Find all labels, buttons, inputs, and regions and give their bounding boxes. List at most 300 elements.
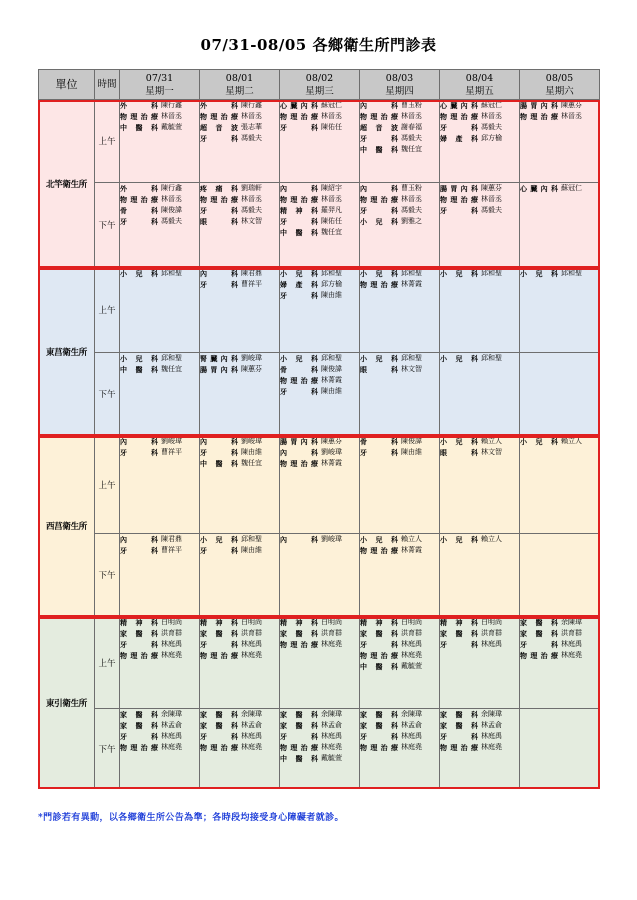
schedule-cell bbox=[440, 353, 520, 436]
clinic-entry bbox=[360, 661, 439, 672]
doctor-name: 曹玉粉 bbox=[401, 101, 422, 109]
department: 中醫科 bbox=[280, 228, 318, 238]
doctor-name: 劉峻瑋 bbox=[241, 437, 262, 445]
schedule-cell bbox=[520, 100, 600, 183]
clinic-entry bbox=[200, 353, 279, 364]
department: 外科 bbox=[120, 184, 158, 193]
department: 骨科 bbox=[360, 437, 398, 446]
department: 物理治療 bbox=[200, 651, 238, 661]
schedule-cell bbox=[440, 709, 520, 789]
doctor-name: 林菁霞 bbox=[401, 546, 422, 555]
department: 眼科 bbox=[440, 448, 478, 458]
clinic-entry bbox=[440, 194, 519, 205]
schedule-row bbox=[39, 709, 600, 789]
department: 疼痛科 bbox=[200, 184, 238, 193]
doctor-name: 林孟俞 bbox=[481, 721, 502, 730]
schedule-cell bbox=[200, 183, 280, 268]
doctor-name: 馮毅夫 bbox=[241, 206, 262, 215]
clinic-entry bbox=[200, 279, 279, 290]
doctor-name: 林菁霞 bbox=[401, 280, 422, 289]
clinic-entry bbox=[120, 709, 199, 720]
day-header bbox=[280, 70, 360, 100]
clinic-entry bbox=[280, 290, 359, 301]
clinic-entry bbox=[120, 534, 199, 545]
day-header bbox=[440, 70, 520, 100]
clinic-entry bbox=[280, 375, 359, 386]
clinic-entry bbox=[280, 386, 359, 397]
department: 中醫科 bbox=[360, 145, 398, 155]
clinic-entry bbox=[360, 205, 439, 216]
schedule-cell bbox=[520, 353, 600, 436]
doctor-name: 戴毓萱 bbox=[401, 662, 422, 671]
department: 外科 bbox=[120, 101, 158, 110]
department: 心臟內科 bbox=[440, 101, 478, 110]
clinic-entry bbox=[440, 639, 519, 650]
clinic-entry bbox=[280, 534, 359, 545]
clinic-entry bbox=[360, 100, 439, 111]
department: 牙科 bbox=[200, 640, 238, 650]
department: 家醫科 bbox=[120, 629, 158, 639]
session-time: 下午 bbox=[95, 709, 120, 789]
schedule-row bbox=[39, 436, 600, 534]
doctor-name: 林庭堯 bbox=[161, 651, 182, 660]
doctor-name: 劉峻瑋 bbox=[321, 535, 342, 543]
clinic-entry bbox=[360, 183, 439, 194]
doctor-name: 邱和聖 bbox=[401, 269, 422, 277]
department: 小兒科 bbox=[360, 535, 398, 544]
doctor-name: 馮毅夫 bbox=[481, 123, 502, 132]
clinic-entry bbox=[280, 227, 359, 238]
clinic-entry bbox=[280, 617, 359, 628]
doctor-name: 邱和聖 bbox=[161, 269, 182, 277]
schedule-row bbox=[39, 100, 600, 183]
schedule-cell bbox=[120, 353, 200, 436]
clinic-entry bbox=[520, 628, 599, 639]
department: 精神科 bbox=[280, 618, 318, 627]
doctor-name: 林孟俞 bbox=[401, 721, 422, 730]
clinic-entry bbox=[440, 447, 519, 458]
unit-header: 單位 bbox=[39, 70, 95, 100]
doctor-name: 蘇冠仁 bbox=[561, 184, 582, 192]
clinic-entry bbox=[360, 353, 439, 364]
doctor-name: 羅羿凡 bbox=[321, 206, 342, 215]
clinic-entry bbox=[360, 709, 439, 720]
clinic-entry bbox=[200, 268, 279, 279]
doctor-name: 魏任宜 bbox=[401, 145, 422, 154]
clinic-entry bbox=[120, 216, 199, 227]
doctor-name: 余陳瑋 bbox=[161, 710, 182, 718]
doctor-name: 林庭堯 bbox=[401, 743, 422, 752]
schedule-cell bbox=[520, 534, 600, 617]
department: 物理治療 bbox=[120, 112, 158, 122]
department: 內科 bbox=[120, 535, 158, 544]
doctor-name: 蘇冠仁 bbox=[481, 101, 502, 109]
session-time: 上午 bbox=[95, 100, 120, 183]
department: 牙科 bbox=[360, 206, 398, 216]
doctor-name: 劉雅之 bbox=[401, 217, 422, 226]
doctor-name: 邱和聖 bbox=[401, 354, 422, 362]
department: 物理治療 bbox=[280, 195, 318, 205]
doctor-name: 邱方榆 bbox=[481, 134, 502, 143]
doctor-name: 林晉丞 bbox=[401, 112, 422, 121]
department: 內科 bbox=[360, 101, 398, 110]
schedule-cell bbox=[520, 183, 600, 268]
schedule-cell bbox=[120, 100, 200, 183]
doctor-name: 林庭禹 bbox=[481, 732, 502, 741]
department: 物理治療 bbox=[280, 112, 318, 122]
department: 牙科 bbox=[360, 448, 398, 458]
clinic-entry bbox=[440, 617, 519, 628]
department: 精神科 bbox=[200, 618, 238, 627]
clinic-entry bbox=[520, 111, 599, 122]
clinic-entry bbox=[440, 720, 519, 731]
department: 牙科 bbox=[520, 640, 558, 650]
doctor-name: 林晉丞 bbox=[161, 195, 182, 204]
department: 牙科 bbox=[280, 217, 318, 227]
department: 牙科 bbox=[280, 387, 318, 397]
clinic-entry bbox=[200, 436, 279, 447]
doctor-name: 林庭禹 bbox=[241, 640, 262, 649]
department: 牙科 bbox=[440, 206, 478, 216]
schedule-cell bbox=[200, 436, 280, 534]
clinic-entry bbox=[120, 100, 199, 111]
clinic-entry bbox=[200, 205, 279, 216]
department: 中醫科 bbox=[280, 754, 318, 764]
department: 牙科 bbox=[360, 732, 398, 742]
schedule-cell bbox=[280, 268, 360, 353]
unit-name: 東引衛生所 bbox=[39, 617, 95, 789]
doctor-name: 洪育群 bbox=[561, 629, 582, 638]
department: 家醫科 bbox=[200, 721, 238, 731]
header-row bbox=[39, 70, 600, 100]
doctor-name: 陳俊諱 bbox=[321, 365, 342, 374]
doctor-name: 林庭禹 bbox=[241, 732, 262, 741]
department: 腎臟內科 bbox=[200, 354, 238, 363]
doctor-name: 林晉丞 bbox=[161, 112, 182, 121]
department: 牙科 bbox=[200, 546, 238, 556]
day-date: 07/31 bbox=[145, 72, 174, 84]
doctor-name: 林庭堯 bbox=[321, 743, 342, 752]
schedule-cell bbox=[200, 534, 280, 617]
doctor-name: 魏任宜 bbox=[321, 228, 342, 237]
department: 小兒科 bbox=[440, 269, 478, 278]
schedule-cell bbox=[200, 709, 280, 789]
session-time: 上午 bbox=[95, 436, 120, 534]
doctor-name: 林晉丞 bbox=[241, 112, 262, 121]
doctor-name: 陳由維 bbox=[241, 448, 262, 457]
clinic-entry bbox=[200, 720, 279, 731]
doctor-name: 陳由維 bbox=[241, 546, 262, 555]
clinic-entry bbox=[280, 447, 359, 458]
department: 小兒科 bbox=[200, 535, 238, 544]
clinic-entry bbox=[360, 194, 439, 205]
department: 牙科 bbox=[360, 134, 398, 144]
doctor-name: 余陳瑋 bbox=[241, 710, 262, 718]
clinic-entry bbox=[360, 122, 439, 133]
department: 物理治療 bbox=[200, 743, 238, 753]
department: 精神科 bbox=[440, 618, 478, 627]
department: 家醫科 bbox=[360, 721, 398, 731]
doctor-name: 林庭堯 bbox=[161, 743, 182, 752]
doctor-name: 林孟俞 bbox=[161, 721, 182, 730]
department: 家醫科 bbox=[280, 629, 318, 639]
department: 小兒科 bbox=[280, 269, 318, 278]
clinic-entry bbox=[440, 353, 519, 364]
clinic-schedule-table bbox=[38, 69, 600, 789]
doctor-name: 林菁霞 bbox=[321, 376, 342, 385]
clinic-entry bbox=[440, 133, 519, 144]
clinic-entry bbox=[120, 628, 199, 639]
schedule-cell bbox=[520, 436, 600, 534]
clinic-entry bbox=[280, 194, 359, 205]
department: 中醫科 bbox=[120, 123, 158, 133]
clinic-entry bbox=[200, 133, 279, 144]
doctor-name: 林晉丞 bbox=[481, 195, 502, 204]
department: 腸胃內科 bbox=[520, 101, 558, 110]
clinic-entry bbox=[440, 100, 519, 111]
department: 物理治療 bbox=[360, 112, 398, 122]
day-header bbox=[520, 70, 600, 100]
doctor-name: 林庭禹 bbox=[321, 732, 342, 741]
department: 小兒科 bbox=[520, 269, 558, 278]
clinic-entry bbox=[280, 742, 359, 753]
department: 家醫科 bbox=[200, 629, 238, 639]
doctor-name: 林晉丞 bbox=[481, 112, 502, 121]
doctor-name: 陳由維 bbox=[321, 387, 342, 396]
clinic-entry bbox=[120, 639, 199, 650]
day-weekday: 星期一 bbox=[145, 85, 174, 97]
department: 腸胃內科 bbox=[200, 365, 238, 375]
department: 眼科 bbox=[360, 365, 398, 375]
clinic-entry bbox=[360, 534, 439, 545]
doctor-name: 洪育群 bbox=[481, 629, 502, 638]
department: 家醫科 bbox=[440, 629, 478, 639]
department: 內科 bbox=[200, 269, 238, 278]
clinic-entry bbox=[440, 268, 519, 279]
clinic-entry bbox=[120, 436, 199, 447]
doctor-name: 賴立人 bbox=[481, 437, 502, 445]
clinic-entry bbox=[520, 100, 599, 111]
session-time: 上午 bbox=[95, 268, 120, 353]
department: 牙科 bbox=[200, 134, 238, 144]
clinic-entry bbox=[360, 279, 439, 290]
clinic-entry bbox=[440, 183, 519, 194]
department: 牙科 bbox=[280, 732, 318, 742]
clinic-entry bbox=[360, 731, 439, 742]
doctor-name: 曹祥平 bbox=[161, 546, 182, 555]
schedule-cell bbox=[360, 268, 440, 353]
department: 中醫科 bbox=[120, 365, 158, 375]
doctor-name: 魏任宜 bbox=[241, 459, 262, 468]
doctor-name: 蘇冠仁 bbox=[321, 101, 342, 109]
clinic-entry bbox=[440, 742, 519, 753]
doctor-name: 洪育群 bbox=[321, 629, 342, 638]
department: 物理治療 bbox=[360, 195, 398, 205]
schedule-cell bbox=[360, 436, 440, 534]
clinic-entry bbox=[280, 279, 359, 290]
doctor-name: 白明尚 bbox=[401, 618, 422, 626]
doctor-name: 余陳瑋 bbox=[401, 710, 422, 718]
department: 物理治療 bbox=[280, 640, 318, 650]
department: 物理治療 bbox=[360, 546, 398, 556]
doctor-name: 謝春福 bbox=[401, 123, 422, 132]
doctor-name: 林庭禹 bbox=[401, 640, 422, 649]
department: 物理治療 bbox=[200, 195, 238, 205]
clinic-entry bbox=[440, 436, 519, 447]
schedule-cell bbox=[280, 436, 360, 534]
department: 骨科 bbox=[280, 365, 318, 375]
clinic-entry bbox=[120, 731, 199, 742]
clinic-entry bbox=[280, 364, 359, 375]
doctor-name: 劉峻瑋 bbox=[321, 448, 342, 457]
schedule-cell bbox=[280, 353, 360, 436]
doctor-name: 林庭堯 bbox=[321, 640, 342, 649]
clinic-entry bbox=[120, 650, 199, 661]
schedule-cell bbox=[200, 617, 280, 709]
doctor-name: 林庭禹 bbox=[161, 732, 182, 741]
department: 物理治療 bbox=[360, 651, 398, 661]
department: 物理治療 bbox=[200, 112, 238, 122]
doctor-name: 陳蕙芬 bbox=[481, 184, 502, 192]
department: 精神科 bbox=[360, 618, 398, 627]
clinic-entry bbox=[200, 216, 279, 227]
doctor-name: 馮毅夫 bbox=[401, 206, 422, 215]
clinic-entry bbox=[120, 447, 199, 458]
clinic-entry bbox=[520, 617, 599, 628]
clinic-entry bbox=[200, 545, 279, 556]
department: 婦產科 bbox=[280, 280, 318, 290]
doctor-name: 陳佑任 bbox=[321, 217, 342, 226]
clinic-entry bbox=[280, 639, 359, 650]
department: 家醫科 bbox=[120, 710, 158, 719]
doctor-name: 陳行鑫 bbox=[161, 184, 182, 192]
clinic-entry bbox=[360, 617, 439, 628]
department: 牙科 bbox=[360, 640, 398, 650]
doctor-name: 林孟俞 bbox=[321, 721, 342, 730]
schedule-cell bbox=[440, 534, 520, 617]
schedule-cell bbox=[280, 100, 360, 183]
department: 牙科 bbox=[280, 123, 318, 133]
doctor-name: 白明尚 bbox=[241, 618, 262, 626]
clinic-entry bbox=[200, 731, 279, 742]
clinic-entry bbox=[280, 111, 359, 122]
schedule-cell bbox=[120, 268, 200, 353]
unit-name: 西莒衛生所 bbox=[39, 436, 95, 617]
schedule-cell bbox=[360, 100, 440, 183]
clinic-entry bbox=[200, 458, 279, 469]
session-time: 下午 bbox=[95, 183, 120, 268]
department: 小兒科 bbox=[520, 437, 558, 446]
department: 物理治療 bbox=[280, 743, 318, 753]
day-date: 08/03 bbox=[385, 72, 414, 84]
doctor-name: 魏任宜 bbox=[161, 365, 182, 374]
department: 物理治療 bbox=[520, 651, 558, 661]
doctor-name: 曹祥平 bbox=[241, 280, 262, 289]
schedule-cell bbox=[440, 183, 520, 268]
clinic-entry bbox=[200, 447, 279, 458]
clinic-entry bbox=[440, 534, 519, 545]
department: 內科 bbox=[280, 535, 318, 544]
clinic-entry bbox=[200, 194, 279, 205]
doctor-name: 林晉丞 bbox=[561, 112, 582, 121]
schedule-cell bbox=[360, 353, 440, 436]
doctor-name: 林晉丞 bbox=[241, 195, 262, 204]
doctor-name: 林文智 bbox=[241, 217, 262, 226]
department: 超音波 bbox=[200, 123, 238, 133]
clinic-entry bbox=[120, 720, 199, 731]
doctor-name: 林庭堯 bbox=[481, 743, 502, 752]
clinic-entry bbox=[120, 183, 199, 194]
unit-name: 東莒衛生所 bbox=[39, 268, 95, 436]
schedule-cell bbox=[360, 534, 440, 617]
clinic-entry bbox=[280, 100, 359, 111]
department: 小兒科 bbox=[360, 269, 398, 278]
department: 內科 bbox=[360, 184, 398, 193]
schedule-cell bbox=[200, 268, 280, 353]
department: 物理治療 bbox=[280, 459, 318, 469]
doctor-name: 劉峻瑋 bbox=[161, 437, 182, 445]
doctor-name: 馮毅夫 bbox=[481, 206, 502, 215]
department: 超音波 bbox=[360, 123, 398, 133]
day-weekday: 星期二 bbox=[225, 85, 254, 97]
doctor-name: 邱和聖 bbox=[481, 354, 502, 362]
clinic-entry bbox=[280, 268, 359, 279]
doctor-name: 劉瑞軒 bbox=[241, 184, 262, 192]
doctor-name: 陳君鼎 bbox=[241, 269, 262, 277]
schedule-row bbox=[39, 534, 600, 617]
clinic-entry bbox=[280, 353, 359, 364]
department: 物理治療 bbox=[280, 376, 318, 386]
time-header: 時間 bbox=[95, 70, 120, 100]
schedule-cell bbox=[120, 534, 200, 617]
department: 牙科 bbox=[120, 640, 158, 650]
day-header bbox=[360, 70, 440, 100]
doctor-name: 陳蕙芬 bbox=[321, 437, 342, 445]
department: 家醫科 bbox=[200, 710, 238, 719]
doctor-name: 洪育群 bbox=[401, 629, 422, 638]
schedule-cell bbox=[440, 100, 520, 183]
doctor-name: 陳由維 bbox=[401, 448, 422, 457]
unit-name: 北竿衛生所 bbox=[39, 100, 95, 268]
clinic-entry bbox=[120, 268, 199, 279]
doctor-name: 林庭堯 bbox=[241, 651, 262, 660]
clinic-entry bbox=[360, 436, 439, 447]
doctor-name: 陳由維 bbox=[321, 291, 342, 300]
department: 家醫科 bbox=[120, 721, 158, 731]
department: 內科 bbox=[280, 184, 318, 193]
department: 牙科 bbox=[120, 732, 158, 742]
department: 牙科 bbox=[200, 206, 238, 216]
clinic-entry bbox=[280, 709, 359, 720]
doctor-name: 林文智 bbox=[401, 365, 422, 374]
doctor-name: 邱方榆 bbox=[321, 280, 342, 289]
department: 物理治療 bbox=[440, 195, 478, 205]
day-weekday: 星期四 bbox=[385, 85, 414, 97]
department: 牙科 bbox=[200, 448, 238, 458]
department: 中醫科 bbox=[360, 662, 398, 672]
schedule-cell bbox=[280, 534, 360, 617]
clinic-entry bbox=[520, 650, 599, 661]
day-date: 08/01 bbox=[225, 72, 254, 84]
department: 小兒科 bbox=[120, 354, 158, 363]
day-weekday: 星期六 bbox=[545, 85, 574, 97]
doctor-name: 馮毅夫 bbox=[161, 217, 182, 226]
department: 牙科 bbox=[200, 280, 238, 290]
department: 腸胃內科 bbox=[440, 184, 478, 193]
clinic-entry bbox=[200, 628, 279, 639]
schedule-cell bbox=[360, 709, 440, 789]
schedule-cell bbox=[280, 183, 360, 268]
